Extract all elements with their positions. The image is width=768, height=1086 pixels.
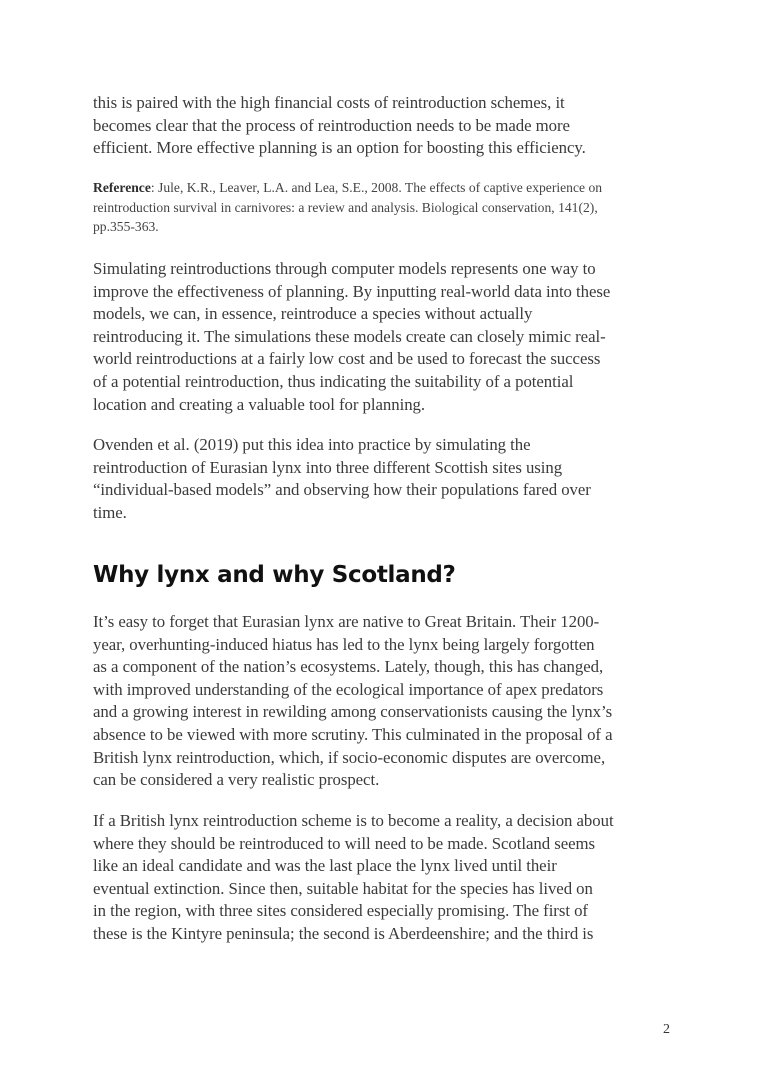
text-line: these is the Kintyre peninsula; the second is Aberdeenshire; and the third is	[93, 923, 594, 943]
reference-label: Reference	[93, 180, 151, 195]
text-line: reintroduction of Eurasian lynx into three different Scottish sites using	[93, 457, 563, 477]
text-line: efficient. More effective planning is an option for boosting this efficiency.	[93, 138, 586, 158]
reference-citation	[93, 178, 683, 237]
text-line: world reintroductions at a fairly low cost and be used to forecast the success	[93, 349, 601, 369]
paragraph-native	[93, 611, 683, 792]
text-line: becomes clear that the process of reintroduction needs to be made more	[93, 115, 570, 135]
section-heading: Why lynx and why Scotland?	[93, 562, 456, 588]
text-line: and a growing interest in rewilding among conservationists causing the lynx’s	[93, 702, 613, 722]
text-line: improve the effectiveness of planning. By inputting real-world data into these	[93, 281, 611, 301]
text-line: reintroducing it. The simulations these models create can closely mimic real-	[93, 326, 606, 346]
page-number: 2	[663, 1022, 670, 1037]
text-line: eventual extinction. Since then, suitable habitat for the species has lived on	[93, 878, 593, 898]
text-line: time.	[93, 502, 127, 522]
text-line: year, overhunting-induced hiatus has led to the lynx being largely forgotten	[93, 634, 595, 654]
text-line: Ovenden et al. (2019) put this idea into practice by simulating the	[93, 435, 531, 454]
text-line: as a component of the nation’s ecosystems. Lately, though, this has changed,	[93, 657, 604, 677]
text-line: reintroduction survival in carnivores: a review and analysis. Biological conservation, 141(2),	[93, 199, 598, 215]
text-line: British lynx reintroduction, which, if socio-economic disputes are overcome,	[93, 747, 606, 767]
text-line: this is paired with the high financial costs of reintroduction schemes, it	[93, 93, 565, 112]
text-line: pp.355-363.	[93, 219, 159, 234]
paragraph-simulating	[93, 258, 683, 416]
text-line: with improved understanding of the ecological importance of apex predators	[93, 679, 604, 699]
text-line: like an ideal candidate and was the last place the lynx lived until their	[93, 856, 557, 876]
paragraph-intro-end	[93, 92, 683, 160]
text-line: in the region, with three sites considered especially promising. The first of	[93, 901, 588, 921]
text-line: absence to be viewed with more scrutiny. This culminated in the proposal of a	[93, 724, 613, 744]
paragraph-ovenden	[93, 434, 683, 524]
text-line: location and creating a valuable tool for planning.	[93, 394, 426, 414]
text-line: models, we can, in essence, reintroduce a species without actually	[93, 304, 533, 324]
text-line: where they should be reintroduced to will need to be made. Scotland seems	[93, 833, 595, 853]
text-line: “individual-based models” and observing how their populations fared over	[93, 480, 591, 500]
text-line: can be considered a very realistic prospect.	[93, 770, 380, 790]
text-line: If a British lynx reintroduction scheme is to become a reality, a decision about	[93, 811, 614, 830]
text-line: It’s easy to forget that Eurasian lynx are native to Great Britain. Their 1200-	[93, 612, 600, 631]
text-line: Simulating reintroductions through computer models represents one way to	[93, 259, 596, 278]
text-line: of a potential reintroduction, thus indicating the suitability of a potential	[93, 371, 574, 391]
paragraph-scheme	[93, 810, 683, 946]
reference-text: : Jule, K.R., Leaver, L.A. and Lea, S.E., 2008. The effects of captive experience on	[150, 180, 603, 195]
text-line	[93, 178, 683, 198]
